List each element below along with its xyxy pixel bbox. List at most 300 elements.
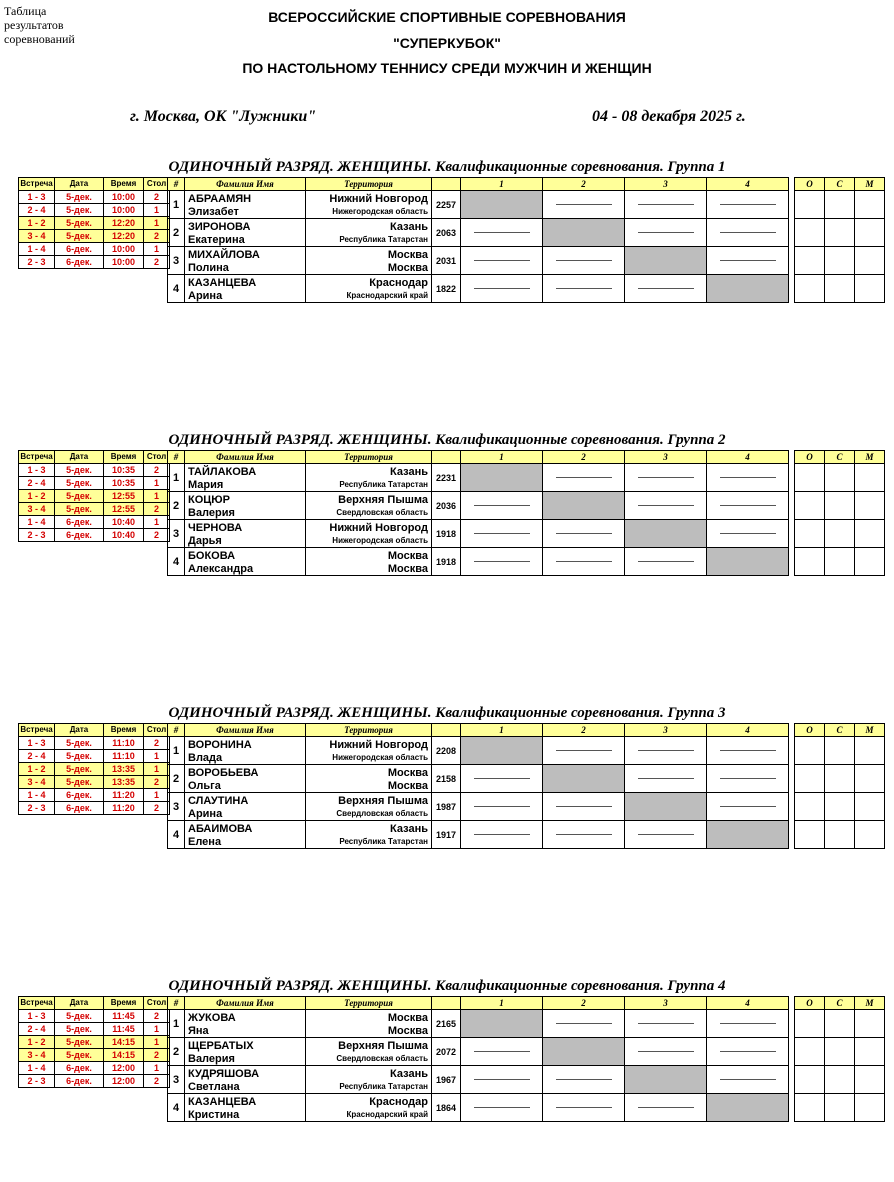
ocm-cell[interactable] (855, 464, 885, 492)
ocm-cell[interactable] (855, 520, 885, 548)
schedule-cell: 2 - 4 (19, 750, 55, 763)
col-ocm: С (825, 178, 855, 191)
col-hash: # (168, 451, 185, 464)
schedule-cell: 1 (144, 490, 170, 503)
player-city: Краснодар (369, 1096, 428, 1108)
schedule-cell: 2 (144, 1049, 170, 1062)
ocm-cell[interactable] (795, 1038, 825, 1066)
ocm-cell[interactable] (795, 520, 825, 548)
ocm-cell[interactable] (795, 793, 825, 821)
ocm-cell[interactable] (825, 821, 855, 849)
player-number: 2 (168, 1038, 185, 1066)
player-name-cell (185, 737, 306, 765)
schedule-row (19, 763, 170, 776)
player-region: Москва (387, 780, 428, 792)
schedule-header: Стол (144, 178, 170, 191)
player-firstname: Валерия (188, 507, 235, 519)
score-cell[interactable] (625, 219, 707, 247)
score-cell[interactable] (707, 464, 789, 492)
score-cell[interactable] (707, 492, 789, 520)
ocm-cell[interactable] (855, 765, 885, 793)
schedule-cell: 1 (144, 1023, 170, 1036)
score-cell[interactable] (707, 219, 789, 247)
player-territory-cell (306, 492, 432, 520)
player-territory-cell (306, 765, 432, 793)
score-dash (720, 204, 776, 205)
schedule-cell: 6-дек. (55, 1062, 104, 1075)
ocm-cell[interactable] (825, 1094, 855, 1122)
ocm-cell[interactable] (795, 247, 825, 275)
ocm-cell[interactable] (825, 275, 855, 303)
score-cell[interactable] (707, 1038, 789, 1066)
score-cell[interactable] (461, 492, 543, 520)
schedule-row (19, 217, 170, 230)
schedule-row (19, 1010, 170, 1023)
ocm-cell[interactable] (855, 275, 885, 303)
player-territory-cell (306, 1010, 432, 1038)
score-cell[interactable] (707, 191, 789, 219)
player-firstname: Елена (188, 836, 222, 848)
schedule-row (19, 529, 170, 542)
schedule-cell: 1 - 4 (19, 1062, 55, 1075)
ocm-cell[interactable] (855, 1038, 885, 1066)
col-opponent: 1 (461, 724, 543, 737)
group-title: ОДИНОЧНЫЙ РАЗРЯД. ЖЕНЩИНЫ. Квалификационные соревнования. Группа 4 (168, 978, 726, 994)
group-block (0, 705, 894, 877)
schedule-cell: 1 (144, 516, 170, 529)
title-line-1: ВСЕРОССИЙСКИЕ СПОРТИВНЫЕ СОРЕВНОВАНИЯ (268, 9, 626, 25)
ocm-cell[interactable] (855, 219, 885, 247)
score-cell[interactable] (625, 191, 707, 219)
ocm-cell[interactable] (825, 765, 855, 793)
col-rating (432, 724, 461, 737)
schedule-cell: 1 - 3 (19, 737, 55, 750)
col-name: Фамилия Имя (185, 724, 306, 737)
score-dash (720, 1023, 776, 1024)
score-cell[interactable] (461, 821, 543, 849)
col-territory: Территория (306, 178, 432, 191)
score-cell[interactable] (543, 191, 625, 219)
score-dash (556, 477, 612, 478)
player-number: 1 (168, 464, 185, 492)
player-name-cell (185, 1066, 306, 1094)
ocm-cell[interactable] (795, 464, 825, 492)
score-dash (556, 806, 612, 807)
schedule-table (18, 177, 170, 269)
results-table (167, 177, 885, 303)
score-dash (638, 561, 694, 562)
schedule-cell: 5-дек. (55, 464, 104, 477)
score-dash (474, 561, 530, 562)
score-dash (556, 533, 612, 534)
ocm-cell[interactable] (855, 1094, 885, 1122)
schedule-header: Время (104, 178, 144, 191)
player-firstname: Полина (188, 262, 229, 274)
player-number: 1 (168, 737, 185, 765)
player-firstname: Влада (188, 752, 223, 764)
schedule-header: Дата (55, 724, 104, 737)
schedule-cell: 5-дек. (55, 750, 104, 763)
ocm-cell[interactable] (825, 247, 855, 275)
player-city: Казань (390, 466, 428, 478)
ocm-cell[interactable] (825, 520, 855, 548)
schedule-cell: 5-дек. (55, 737, 104, 750)
ocm-cell[interactable] (855, 191, 885, 219)
player-number: 4 (168, 548, 185, 576)
schedule-cell: 1 (144, 217, 170, 230)
score-dash (720, 1051, 776, 1052)
ocm-cell[interactable] (825, 191, 855, 219)
ocm-cell[interactable] (795, 765, 825, 793)
self-cell (707, 821, 789, 849)
schedule-cell: 3 - 4 (19, 1049, 55, 1062)
group-block (0, 159, 894, 331)
score-cell[interactable] (461, 1094, 543, 1122)
score-cell[interactable] (543, 1010, 625, 1038)
schedule-cell: 2 (144, 529, 170, 542)
ocm-cell[interactable] (825, 492, 855, 520)
schedule-cell: 2 - 3 (19, 529, 55, 542)
player-region: Республика Татарстан (339, 837, 428, 846)
player-name-cell (185, 1094, 306, 1122)
ocm-cell[interactable] (795, 191, 825, 219)
score-dash (474, 806, 530, 807)
player-row (168, 1038, 885, 1066)
player-city: Верхняя Пышма (338, 1040, 428, 1052)
player-row (168, 737, 885, 765)
player-surname: ВОРОБЬЕВА (188, 767, 259, 779)
col-opponent: 1 (461, 451, 543, 464)
ocm-cell[interactable] (795, 492, 825, 520)
score-cell[interactable] (625, 821, 707, 849)
player-firstname: Валерия (188, 1053, 235, 1065)
player-name-cell (185, 548, 306, 576)
player-region: Свердловская область (336, 809, 428, 818)
schedule-table (18, 450, 170, 542)
score-cell[interactable] (461, 793, 543, 821)
schedule-cell: 5-дек. (55, 1049, 104, 1062)
player-rating: 2257 (432, 191, 461, 219)
schedule-row (19, 802, 170, 815)
ocm-cell[interactable] (825, 219, 855, 247)
player-number: 2 (168, 765, 185, 793)
schedule-cell: 1 - 2 (19, 1036, 55, 1049)
player-row (168, 821, 885, 849)
score-cell[interactable] (625, 737, 707, 765)
self-cell (461, 191, 543, 219)
score-cell[interactable] (543, 737, 625, 765)
score-cell[interactable] (543, 247, 625, 275)
score-cell[interactable] (707, 737, 789, 765)
col-name: Фамилия Имя (185, 451, 306, 464)
self-cell (461, 464, 543, 492)
schedule-cell: 12:55 (104, 503, 144, 516)
ocm-cell[interactable] (795, 1094, 825, 1122)
schedule-cell: 12:20 (104, 230, 144, 243)
schedule-cell: 2 (144, 191, 170, 204)
schedule-cell: 1 - 2 (19, 763, 55, 776)
score-dash (556, 260, 612, 261)
score-cell[interactable] (543, 464, 625, 492)
schedule-cell: 5-дек. (55, 230, 104, 243)
score-cell[interactable] (461, 520, 543, 548)
player-region: Краснодарский край (346, 1110, 428, 1119)
results-table (167, 996, 885, 1122)
schedule-header: Встреча (19, 724, 55, 737)
ocm-cell[interactable] (825, 464, 855, 492)
player-rating: 1917 (432, 821, 461, 849)
schedule-header: Стол (144, 997, 170, 1010)
schedule-row (19, 1023, 170, 1036)
col-ocm: О (795, 178, 825, 191)
schedule-cell: 13:35 (104, 776, 144, 789)
player-firstname: Александра (188, 563, 254, 575)
ocm-cell[interactable] (855, 247, 885, 275)
ocm-cell[interactable] (855, 1066, 885, 1094)
col-opponent: 4 (707, 178, 789, 191)
player-surname: ЧЕРНОВА (188, 522, 243, 534)
ocm-cell[interactable] (855, 1010, 885, 1038)
col-opponent: 3 (625, 178, 707, 191)
score-cell[interactable] (461, 275, 543, 303)
score-dash (556, 750, 612, 751)
player-city: Верхняя Пышма (338, 795, 428, 807)
player-city: Нижний Новгород (329, 739, 428, 751)
schedule-row (19, 789, 170, 802)
score-dash (474, 1051, 530, 1052)
col-opponent: 1 (461, 178, 543, 191)
group-title: ОДИНОЧНЫЙ РАЗРЯД. ЖЕНЩИНЫ. Квалификационные соревнования. Группа 3 (168, 705, 726, 721)
score-dash (720, 778, 776, 779)
score-cell[interactable] (543, 793, 625, 821)
player-surname: ЩЕРБАТЫХ (188, 1040, 254, 1052)
score-cell[interactable] (461, 219, 543, 247)
corner-note-line: соревнований (4, 32, 75, 46)
schedule-row (19, 776, 170, 789)
ocm-cell[interactable] (795, 821, 825, 849)
schedule-cell: 12:55 (104, 490, 144, 503)
player-row (168, 191, 885, 219)
schedule-cell: 2 (144, 464, 170, 477)
score-cell[interactable] (625, 464, 707, 492)
score-dash (556, 1023, 612, 1024)
schedule-cell: 2 - 4 (19, 1023, 55, 1036)
score-cell[interactable] (461, 548, 543, 576)
ocm-cell[interactable] (795, 548, 825, 576)
schedule-cell: 1 - 3 (19, 191, 55, 204)
score-cell[interactable] (625, 765, 707, 793)
schedule-cell: 5-дек. (55, 490, 104, 503)
corner-note-line: результатов (4, 18, 64, 32)
ocm-cell[interactable] (855, 737, 885, 765)
ocm-cell[interactable] (855, 548, 885, 576)
col-rating (432, 451, 461, 464)
col-name: Фамилия Имя (185, 997, 306, 1010)
schedule-cell: 1 (144, 477, 170, 490)
player-number: 1 (168, 1010, 185, 1038)
schedule-cell: 2 (144, 737, 170, 750)
schedule-row (19, 230, 170, 243)
col-opponent: 1 (461, 997, 543, 1010)
score-dash (638, 288, 694, 289)
player-territory-cell (306, 548, 432, 576)
ocm-cell[interactable] (825, 1038, 855, 1066)
player-territory-cell (306, 520, 432, 548)
schedule-cell: 2 - 4 (19, 204, 55, 217)
schedule-cell: 11:10 (104, 737, 144, 750)
ocm-cell[interactable] (855, 821, 885, 849)
col-ocm: С (825, 997, 855, 1010)
player-territory-cell (306, 464, 432, 492)
schedule-cell: 10:40 (104, 529, 144, 542)
score-cell[interactable] (707, 1010, 789, 1038)
ocm-cell[interactable] (855, 492, 885, 520)
player-rating: 2208 (432, 737, 461, 765)
schedule-table (18, 996, 170, 1088)
self-cell (543, 765, 625, 793)
ocm-cell[interactable] (795, 1066, 825, 1094)
player-city: Краснодар (369, 277, 428, 289)
schedule-header: Время (104, 451, 144, 464)
schedule-row (19, 477, 170, 490)
schedule-cell: 3 - 4 (19, 776, 55, 789)
score-dash (556, 204, 612, 205)
schedule-cell: 11:45 (104, 1010, 144, 1023)
score-dash (474, 1079, 530, 1080)
schedule-cell: 2 (144, 1075, 170, 1088)
player-name-cell (185, 765, 306, 793)
score-dash (638, 232, 694, 233)
score-dash (638, 750, 694, 751)
player-firstname: Мария (188, 479, 224, 491)
schedule-cell: 1 - 4 (19, 789, 55, 802)
score-cell[interactable] (543, 821, 625, 849)
score-cell[interactable] (543, 548, 625, 576)
score-cell[interactable] (625, 548, 707, 576)
col-opponent: 2 (543, 451, 625, 464)
schedule-cell: 1 (144, 1062, 170, 1075)
player-surname: БОКОВА (188, 550, 236, 562)
schedule-cell: 10:40 (104, 516, 144, 529)
player-number: 4 (168, 821, 185, 849)
score-cell[interactable] (625, 492, 707, 520)
schedule-cell: 5-дек. (55, 204, 104, 217)
score-dash (638, 1023, 694, 1024)
col-ocm: М (855, 178, 885, 191)
score-cell[interactable] (625, 1010, 707, 1038)
venue: г. Москва, ОК "Лужники" (130, 108, 317, 125)
col-opponent: 4 (707, 451, 789, 464)
ocm-cell[interactable] (855, 793, 885, 821)
score-cell[interactable] (625, 1038, 707, 1066)
player-region: Нижегородская область (332, 753, 428, 762)
player-rating: 1822 (432, 275, 461, 303)
player-region: Республика Татарстан (339, 235, 428, 244)
player-row (168, 219, 885, 247)
col-territory: Территория (306, 724, 432, 737)
col-ocm: С (825, 724, 855, 737)
ocm-cell[interactable] (825, 1010, 855, 1038)
player-name-cell (185, 520, 306, 548)
schedule-cell: 2 (144, 503, 170, 516)
player-territory-cell (306, 247, 432, 275)
ocm-cell[interactable] (825, 793, 855, 821)
player-territory-cell (306, 1066, 432, 1094)
schedule-cell: 5-дек. (55, 191, 104, 204)
ocm-cell[interactable] (795, 219, 825, 247)
player-surname: КАЗАНЦЕВА (188, 277, 257, 289)
score-cell[interactable] (707, 793, 789, 821)
ocm-cell[interactable] (795, 1010, 825, 1038)
player-name-cell (185, 247, 306, 275)
player-region: Республика Татарстан (339, 1082, 428, 1091)
schedule-row (19, 516, 170, 529)
schedule-cell: 5-дек. (55, 1010, 104, 1023)
player-name-cell (185, 821, 306, 849)
schedule-cell: 2 - 3 (19, 802, 55, 815)
player-region: Краснодарский край (346, 291, 428, 300)
player-row (168, 275, 885, 303)
score-cell[interactable] (707, 520, 789, 548)
ocm-cell[interactable] (825, 737, 855, 765)
score-cell[interactable] (707, 247, 789, 275)
score-dash (474, 288, 530, 289)
ocm-cell[interactable] (825, 1066, 855, 1094)
score-cell[interactable] (461, 1066, 543, 1094)
score-cell[interactable] (707, 1066, 789, 1094)
player-city: Казань (390, 221, 428, 233)
player-row (168, 1010, 885, 1038)
player-row (168, 793, 885, 821)
player-rating: 2072 (432, 1038, 461, 1066)
schedule-cell: 5-дек. (55, 477, 104, 490)
player-territory-cell (306, 1094, 432, 1122)
col-hash: # (168, 724, 185, 737)
score-cell[interactable] (461, 1038, 543, 1066)
player-row (168, 1066, 885, 1094)
score-cell[interactable] (543, 520, 625, 548)
score-cell[interactable] (461, 247, 543, 275)
schedule-row (19, 1036, 170, 1049)
score-cell[interactable] (543, 1094, 625, 1122)
player-firstname: Кристина (188, 1109, 240, 1121)
player-number: 3 (168, 520, 185, 548)
player-rating: 2165 (432, 1010, 461, 1038)
results-table (167, 723, 885, 849)
score-cell[interactable] (461, 765, 543, 793)
ocm-cell[interactable] (825, 548, 855, 576)
score-cell[interactable] (625, 1094, 707, 1122)
self-cell (543, 492, 625, 520)
ocm-cell[interactable] (795, 737, 825, 765)
col-opponent: 2 (543, 178, 625, 191)
score-dash (720, 806, 776, 807)
player-row (168, 1094, 885, 1122)
schedule-cell: 10:35 (104, 464, 144, 477)
schedule-cell: 1 (144, 763, 170, 776)
self-cell (543, 219, 625, 247)
results-table (167, 450, 885, 576)
player-firstname: Ольга (188, 780, 221, 792)
title-line-2: "СУПЕРКУБОК" (393, 35, 501, 51)
score-cell[interactable] (543, 1066, 625, 1094)
score-cell[interactable] (707, 765, 789, 793)
ocm-cell[interactable] (795, 275, 825, 303)
score-cell[interactable] (625, 275, 707, 303)
score-cell[interactable] (543, 275, 625, 303)
self-cell (625, 1066, 707, 1094)
self-cell (707, 548, 789, 576)
